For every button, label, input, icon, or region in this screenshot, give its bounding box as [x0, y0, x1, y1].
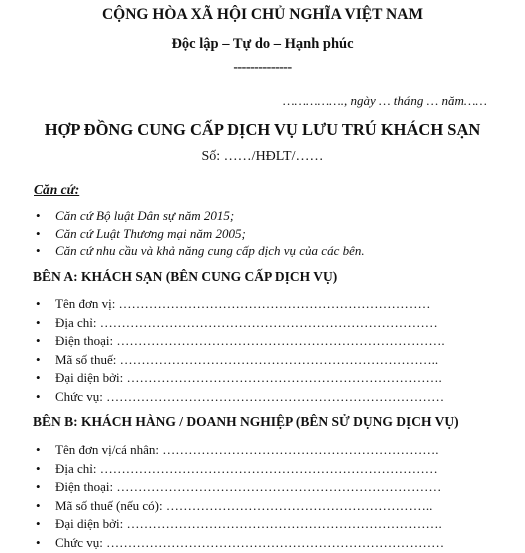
date-line: ……………., ngày … tháng … năm…… [282, 93, 487, 108]
bullet-icon: • [36, 208, 41, 223]
national-title: CỘNG HÒA XÃ HỘI CHỦ NGHĨA VIỆT NAM [101, 6, 424, 23]
bullet-icon: • [36, 351, 41, 367]
bullet-icon: • [36, 516, 41, 532]
party-a-field-position[interactable]: • Chức vụ: …………………………………………………………………… [21, 388, 445, 407]
party-b-field-phone[interactable]: • Điện thoại: ………………………………………………………………… [21, 478, 444, 497]
legal-basis-item: • Căn cứ Luật Thương mại năm 2005; [36, 225, 246, 241]
legal-basis-heading: Căn cứ: [34, 182, 80, 197]
bullet-icon: • [36, 534, 41, 550]
bullet-icon: • [36, 296, 41, 311]
party-b-fields [21, 441, 444, 553]
party-a-field-representative[interactable]: • Đại diện bởi: ………………………………………………………………. [21, 369, 445, 388]
party-a-field-phone[interactable]: • Điện thoại: …………………………………………………………………. [21, 332, 445, 351]
party-b-heading: BÊN B: KHÁCH HÀNG / DOANH NGHIỆP (BÊN SỬ DỤNG DỊCH VỤ) [33, 414, 459, 429]
party-b-field-position[interactable]: • Chức vụ: …………………………………………………………………… [21, 534, 444, 553]
bullet-icon: • [36, 497, 41, 513]
legal-basis-item: • Căn cứ nhu cầu và khả năng cung cấp dịch vụ của các bên. [36, 243, 365, 258]
party-a-fields [21, 295, 445, 407]
contract-number: Số: ……/HĐLT/…… [201, 149, 324, 164]
bullet-icon: • [36, 442, 41, 457]
bullet-icon: • [36, 460, 41, 476]
party-b-field-representative[interactable]: • Đại diện bởi: ………………………………………………………………. [21, 515, 444, 534]
party-a-field-tax-code[interactable]: • Mã số thuế: ……………………………………………………………….. [21, 351, 445, 370]
bullet-icon: • [36, 479, 41, 495]
legal-basis-item: • Căn cứ Bộ luật Dân sự năm 2015; [36, 208, 235, 223]
header-separator: -------------- [233, 60, 292, 75]
bullet-icon: • [36, 333, 41, 349]
party-a-field-name[interactable]: • Tên đơn vị: ……………………………………………………………… [21, 295, 445, 314]
bullet-icon: • [36, 370, 41, 386]
bullet-icon: • [36, 388, 41, 404]
party-b-field-address[interactable]: • Địa chỉ: …………………………………………………………………… [21, 460, 444, 479]
bullet-icon: • [36, 243, 41, 258]
party-b-field-name[interactable]: • Tên đơn vị/cá nhân: ………………………………………………………. [21, 441, 444, 460]
legal-basis-list [21, 207, 365, 260]
party-a-field-address[interactable]: • Địa chỉ: …………………………………………………………………… [21, 314, 445, 333]
bullet-icon: • [36, 225, 41, 241]
bullet-icon: • [36, 314, 41, 330]
national-motto: Độc lập – Tự do – Hạnh phúc [171, 36, 354, 52]
party-a-heading: BÊN A: KHÁCH SẠN (BÊN CUNG CẤP DỊCH VỤ) [33, 269, 338, 284]
contract-title: HỢP ĐỒNG CUNG CẤP DỊCH VỤ LƯU TRÚ KHÁCH SẠN [44, 120, 481, 139]
party-b-field-tax-code[interactable]: • Mã số thuế (nếu có): …………………………………………………….. [21, 497, 444, 516]
